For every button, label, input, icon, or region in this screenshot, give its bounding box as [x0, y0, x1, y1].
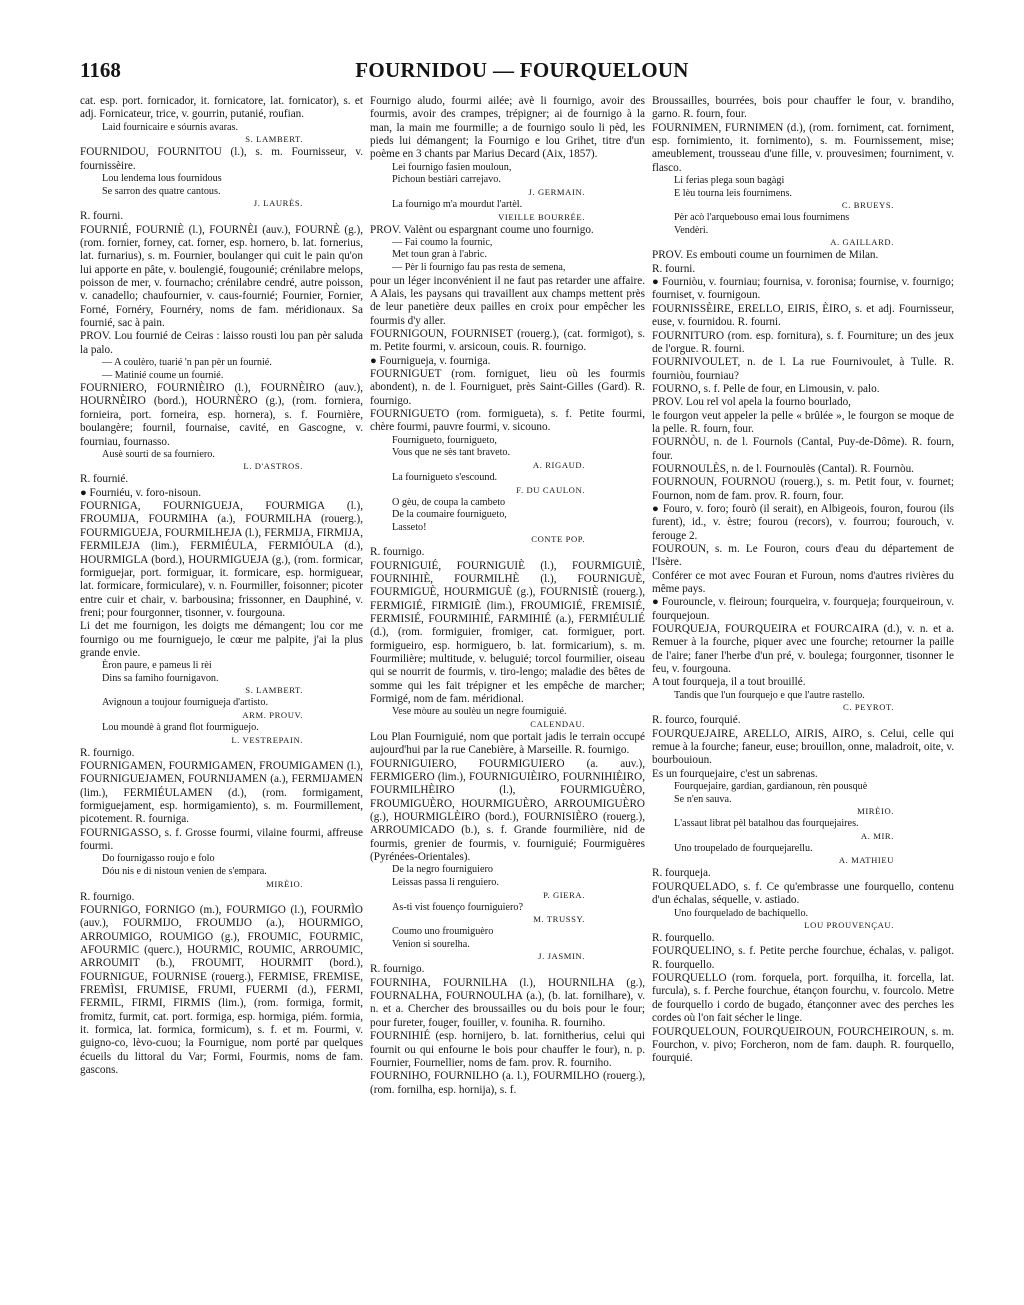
column-left: [80, 95, 363, 1077]
column-middle: [370, 95, 645, 1097]
quotation-line: Met toun gran à l'abric.: [392, 249, 487, 261]
quotation-line: La fournigo m'a mourdut l'artèl.: [392, 198, 523, 210]
quotation-line: Lei fournigo fasien mouloun,: [392, 161, 512, 173]
citation-author: MIRÈIO.: [266, 878, 303, 889]
entry-paragraph: R. fourqueja.: [652, 867, 711, 880]
citation-author: ARM. PROUV.: [242, 710, 303, 721]
citation-author: A. GAILLARD.: [830, 237, 894, 248]
entry-paragraph: ● Fourouncle, v. fleiroun; fourqueira, v. fourqueja; fourqueiroun, v. fourquejoun.: [652, 596, 954, 622]
entry-paragraph: ● Fournigueja, v. fourniga.: [370, 354, 491, 367]
quotation-line: O gèu, de coupa la cambeto: [392, 496, 506, 508]
quotation-line: Èron paure, e pameus li rèi: [102, 660, 212, 672]
quotation-line: Vous que ne sès tant braveto.: [392, 447, 511, 459]
quotation-line: Uno fourquelado de bachiquello.: [674, 907, 809, 919]
quotation-line: Uno troupelado de fourquejarellu.: [674, 842, 813, 854]
entry-paragraph: Es un fourquejaire, c'est un sabrenas.: [652, 767, 818, 780]
citation-author: A. MIR.: [860, 830, 894, 841]
citation-author: J. GERMAIN.: [528, 186, 585, 197]
entry-paragraph: FOURQUEJAIRE, ARELLO, AIRIS, AIRO, s. Celui, celle qui remue à la fourche; faneur, euse; brouillon, onne, maladroit, oite, v. bourbouioun.: [652, 727, 954, 767]
quotation-line: De la negro fourniguiero: [392, 864, 493, 876]
entry-paragraph: FOURNIVOULET, n. de l. La rue Fournivoulet, à Tulle. R. fourniòu, fourniau?: [652, 356, 954, 382]
citation-author: CONTE POP.: [531, 534, 585, 545]
quotation-line: Lasseto!: [392, 521, 427, 533]
quotation-line: Do fournigasso roujo e folo: [102, 853, 215, 865]
entry-paragraph: FOURNÒU, n. de l. Fournols (Cantal, Puy-de-Dôme). R. fourn, four.: [652, 436, 954, 462]
entry-paragraph: FOURQUEJA, FOURQUEIRA et FOURCAIRA (d.), v. n. et a. Remuer à la fourche, piquer avec une fourche; retourner la paille de l'aire; faner l'herbe d'un pré, v. boulega; fourgonner, tisonner le feu, v. fourgouna.: [652, 623, 954, 676]
quotation-line: Venion si sourelha.: [392, 938, 470, 950]
quotation-line: Coumo uno froumiguèro: [392, 926, 494, 938]
entry-paragraph: FOURNIGUIERO, FOURMIGUIERO (a. auv.), FERMIGERO (lim.), FOURNIGUIÈIRO, FOURNIHIÈIRO, FOURMILHÈIRO (l.), FOURMIGUÈRO, FROUMIGUÈRO, HOURMIGUÈRO, ARROUMIGUÈRO (g.), HOURMIGLÈIRO (bord.), FOURNISIÈRO (rouerg.), ARROUMICADO (b.), s. f. Grande fourmilière, nid de fourmis, grenier de fourmis, v. fourniguié; Fourmiguères (Pyrénées-Orientales).: [370, 757, 645, 864]
quotation-line: Se n'en sauva.: [674, 793, 732, 805]
entry-paragraph: R. fournié.: [80, 473, 129, 486]
entry-paragraph: FOURNIGO, FORNIGO (m.), FOURMIGO (l.), FOURMÌO (auv.), FOURMIJO, FROUMIJO (a.), HOURMIGO, ARROUMIGO, ROUMIGO (g.), FROUMIC, FOURMIC, AFOURMIC (querc.), HOURMIC, ROUMIC, ARROUMIC, ARROUMIT (b.), FROUMIT, HOURMIT (bord.), FOURNIGUE, FOURNISE (rouerg.), FERMISE, FREMISE, FREMÌSI, FRUMISE, FRUMI, FUERMI (d.), FERMI, FERMIL, FIRMI, FIRMIS (lim.), (rom. formiga, formit, fromitz, furmit, cat. port. formiga, esp. hormiga, piém. formia, it. formica, lat. formica, formicum), s. f. et m. Fourmi, v. guigno-co, lèvo-cuou; la Fournigue, nom porté par quelques écueils du littoral du Var; Formi, Fourmis, noms de fam. gascons.: [80, 903, 363, 1077]
entry-paragraph: PROV. Lou fournié de Ceiras : laisso rousti lou pan pèr saluda la palo.: [80, 330, 363, 356]
entry-paragraph: FOURNIGASSO, s. f. Grosse fourmi, vilaine fourmi, affreuse fourmi.: [80, 826, 363, 853]
citation-author: A. MATHIEU: [838, 855, 894, 866]
entry-paragraph: FOURNOULÈS, n. de l. Fournoulès (Cantal). R. Fournòu.: [652, 462, 914, 475]
entry-paragraph: FOURNIHO, FOURNILHO (a. l.), FOURMILHO (rouerg.), (rom. fornilha, esp. hornija), s. f.: [370, 1070, 645, 1096]
entry-paragraph: pour un léger inconvénient il ne faut pas retarder une affaire. A Alais, les paysans qui travaillent aux champs mettent près de leur panetière deux pailles en croix pour empêcher les fourmis d'y aller.: [370, 274, 645, 327]
entry-paragraph: R. fournigo.: [370, 963, 425, 976]
quotation-line: Pèr acò l'arquebouso emai lous fournimens: [674, 212, 850, 224]
citation-author: C. PEYROT.: [843, 702, 894, 713]
quotation-line: Vese mòure au soulèu un negre fourniguié.: [392, 706, 567, 718]
quotation-line: Fournigueto, fournigueto,: [392, 434, 497, 446]
entry-paragraph: ● Fourniòu, v. fourniau; fournisa, v. foronisa; fournise, v. fournigo; fourniset, v. fournigoun.: [652, 276, 954, 302]
entry-paragraph: FOURNIHA, FOURNILHA (l.), HOURNILHA (g.), FOURNALHA, FOURNOULHA (a.), (b. lat. fornilhare), v. n. et a. Chercher des broussailles ou du bois pour le four; pour fureter, fouger, fouiller, v. founiha. R. fourniho.: [370, 976, 645, 1029]
quotation-line: Li ferias plega soun bagàgi: [674, 175, 785, 187]
quotation-line: Fourquejaire, gardian, gardianoun, rèn pousquè: [674, 781, 868, 793]
entry-paragraph: FOURNIMEN, FURNIMEN (d.), (rom. forniment, cat. forniment, esp. fornimiento, it. fornimento), s. m. Fournissement, mise; ameublement, trousseau d'une fille, v. prouvesimen; fourniment, v. flasco.: [652, 121, 954, 174]
entry-paragraph: cat. esp. port. fornicador, it. fornicatore, lat. fornicator), s. et adj. Fornicateur, trice, v. gourrin, putanié, roufian.: [80, 95, 363, 121]
entry-paragraph: R. fourquello.: [652, 932, 715, 945]
entry-paragraph: PROV. Lou rel vol apela la fourno bourlado,: [652, 396, 851, 409]
entry-paragraph: FOURNIGUIÉ, FOURNIGUIÈ (l.), FOURMIGUIÈ, FOURNIHIÈ, FOURMILHÈ (l.), FOURNIGUÈ, FOURMIGUÈ, HOURMIGUÈ (g.), FOURNISIÈ (rouerg.), FERMIGIÉ, FIRMIGIÈ (lim.), FROUMIGIÉ, FREMISIÉ, FERMISIÉ, FOURMIHIÉ, FARMIHIÉ (a.), FERMIÉULIÉ (d.), (rom. formiguier, fromiger, cat. formiguer, port. formigueiro, esp. hormiguero, b. lat. formicarium), s. m. Fourmilière; multitude, v. beluguié; torcol fourmilier, oiseau qui se nourrit de fourmis, v. tiro-lengo; maladie des bêtes de somme qui les fait trépigner et les empêche de marcher; Formigé, nom de fam. méridional.: [370, 559, 645, 706]
entry-paragraph: FOURNITURO (rom. esp. fornitura), s. f. Fourniture; un des jeux de l'orgue. R. fourni.: [652, 329, 954, 355]
citation-author: LOU PROUVENÇAU.: [804, 920, 894, 931]
citation-author: L. D'ASTROS.: [243, 461, 303, 472]
entry-paragraph: FOURQUELOUN, FOURQUEIROUN, FOURCHEIROUN, s. m. Fourchon, v. pivo; Forcheron, nom de fam. dauph. R. fourquello, fourquié.: [652, 1025, 954, 1065]
entry-paragraph: ● Fouro, v. foro; fourò (il serait), en Albigeois, fouron, fourou (ils furent), id., v. èstre; fourou (recors), v. fourrou; fourouch, v. ferouge 2.: [652, 502, 954, 542]
quotation-line: Tandis que l'un fourquejo e que l'autre rastello.: [674, 689, 865, 701]
entry-paragraph: FOURNIDOU, FOURNITOU (l.), s. m. Fournisseur, v. fournissèire.: [80, 146, 363, 172]
entry-paragraph: FOURNIGOUN, FOURNISET (rouerg.), (cat. formigot), s. m. Petite fourmi, v. arsicoun, couis. R. fournigo.: [370, 328, 645, 354]
entry-paragraph: A tout fourqueja, il a tout brouillé.: [652, 676, 806, 689]
quotation-line: Vendèri.: [674, 224, 709, 236]
quotation-line: — Pèr li fournigo fau pas resta de semena,: [392, 262, 566, 274]
entry-paragraph: FOURNIGUET (rom. forniguet, lieu où les fourmis abondent), n. de l. Fourniguet, près Saint-Gilles (Gard). R. fournigo.: [370, 368, 645, 407]
entry-paragraph: FOURNIGUETO (rom. formigueta), s. f. Petite fourmi, chère fourmi, pauvre fourmi, v. sicouno.: [370, 408, 645, 434]
entry-paragraph: FOURQUELADO, s. f. Ce qu'embrasse une fourquello, contenu d'un échalas, séquelle, v. astiado.: [652, 880, 954, 907]
entry-paragraph: Broussailles, bourrées, bois pour chauffer le four, v. brandiho, garno. R. fourn, four.: [652, 95, 954, 121]
entry-paragraph: Fournigo aludo, fourmi ailée; avè li fournigo, avoir des fourmis, avoir des crampes, trépigner; ai de fournigo à la man, la main me fourmille; a de fournigo soulo li pèd, les pieds lui démangent; la Fournigo e lou Grihet, titre d'un poème en 3 chants par Marius Decard (Aix, 1857).: [370, 95, 645, 161]
entry-paragraph: Li det me fournigon, les doigts me démangent; lou cor me fournigo ou me fourniguejo, le cœur me palpite, j'ai la plus grande envie.: [80, 620, 363, 659]
entry-paragraph: FOURNIÉ, FOURNIÈ (l.), FOURNÈI (auv.), FOURNÈ (g.), (rom. fornier, forney, cat. forner, esp. hornero, b. lat. fornerius, lat. furnarius), s. m. Fournier, boulanger qui cuit le pain qu'on lui apporte en pâte, v. boulengié, fougounié; crénilabre melops, poisson de mer, v. fournacho; crénilabre cendré, autre poisson, v. canadello; chaufournier, v. caus-fournié; Fournier, Fornier, Forné, Fornéry, Fournéry, noms de fam. méridionaux. Sa fournié, sac à pain.: [80, 223, 363, 329]
entry-paragraph: FOURNIGAMEN, FOURMIGAMEN, FROUMIGAMEN (l.), FOURNIGUEJAMEN, FOURNIJAMEN (a.), FERMIJAMEN (lim.), FERMIÉULAMEN (d.), (rom. formigament, formiguejament, esp. hormigamiento), s. m. Fourmillement, picotement. R. fourniga.: [80, 759, 363, 826]
citation-author: L. VESTREPAIN.: [231, 734, 303, 745]
page-header: [80, 58, 964, 88]
entry-paragraph: FOUROUN, s. m. Le Fouron, cours d'eau du département de l'Isère.: [652, 543, 954, 569]
entry-paragraph: ● Fourniéu, v. foro-nisoun.: [80, 486, 202, 499]
entry-paragraph: R. fournigo.: [80, 890, 135, 903]
entry-paragraph: PROV. Es embouti coume un fournimen de Milan.: [652, 249, 879, 262]
entry-paragraph: FOURNO, s. f. Pelle de four, en Limousin, v. palo.: [652, 382, 880, 395]
citation-author: CALENDAU.: [530, 719, 585, 730]
quotation-line: De la coumaire fournigueto,: [392, 509, 507, 521]
entry-paragraph: FOURNIERO, FOURNIÈIRO (l.), FOURNÈIRO (auv.), HOURNÈIRO (bord.), HOURNÈRO (g.), (rom. forniera, fornieira, port. forneira, esp. hornera), s. f. Fournière, boulangère; fournil, fournaise, cavité, en Gascogne, v. fourniau, fournasso.: [80, 382, 363, 448]
citation-author: S. LAMBERT.: [245, 134, 303, 145]
quotation-line: Dins sa famiho fournigavon.: [102, 672, 219, 684]
entry-paragraph: FOURQUELLO (rom. forquela, port. forquilha, it. forcella, lat. furcula), s. f. Perche fourchue, étançon fourchu, v. fourcolo. Metre de fourquello i cordo de bugado, étançonner avec des perches les cordes où l'on fait sécher le linge.: [652, 972, 954, 1025]
entry-paragraph: Lou Plan Fourniguié, nom que portait jadis le terrain occupé aujourd'hui par la rue Canebière, à Marseille. R. fournigo.: [370, 731, 645, 757]
quotation-line: La fournigueto s'escound.: [392, 471, 498, 483]
citation-author: F. DU CAULON.: [516, 484, 585, 495]
quotation-line: As-ti vist fouenço fourniguiero?: [392, 901, 523, 913]
citation-author: S. LAMBERT.: [245, 685, 303, 696]
citation-author: M. TRUSSY.: [533, 914, 585, 925]
quotation-line: Ausè sourti de sa fourniero.: [102, 448, 215, 460]
entry-paragraph: PROV. Valènt ou espargnant coume uno fournigo.: [370, 223, 594, 236]
entry-paragraph: R. fourni.: [80, 210, 124, 223]
entry-paragraph: R. fourni.: [652, 262, 696, 275]
quotation-line: — Matinié coume un fournié.: [102, 369, 224, 381]
quotation-line: Lou lendema lous fournidous: [102, 172, 222, 184]
entry-paragraph: FOURNIHIÉ (esp. hornijero, b. lat. fornitherius, celui qui fournit ou qui enfourne le bois pour chauffer le four), n. p. Fournier, Fournellier, noms de fam. prov. R. fourniho.: [370, 1030, 645, 1069]
entry-paragraph: Conférer ce mot avec Fouran et Furoun, noms d'autres rivières du même pays.: [652, 569, 954, 596]
quotation-line: Avignoun a toujour fournigueja d'artisto.: [102, 697, 269, 709]
quotation-line: E lèu tourna leis fournimens.: [674, 187, 792, 199]
entry-paragraph: R. fourco, fourquié.: [652, 714, 741, 727]
quotation-line: Lou moundè à grand flot fourmiguejo.: [102, 722, 259, 734]
quotation-line: L'assaut librat pèl batalhou das fourquejaires.: [674, 818, 859, 830]
quotation-line: — A coulèro, tuarié 'n pan pèr un fournié.: [102, 356, 272, 368]
quotation-line: — Fai coumo la fournic,: [392, 236, 493, 248]
quotation-line: Pichoun bestiàri carrejavo.: [392, 174, 501, 186]
citation-author: J. LAURÈS.: [253, 198, 303, 209]
citation-author: A. RIGAUD.: [532, 459, 585, 470]
entry-paragraph: FOURNISSÈIRE, ERELLO, EIRIS, ÈIRO, s. et adj. Fournisseur, euse, v. fournidou. R. fourni.: [652, 302, 954, 329]
entry-paragraph: FOURNIGA, FOURNIGUEJA, FOURMIGA (l.), FROUMIJA, FOURMIHA (a.), FOURMILHA (rouerg.), FOURMIGUEJA, FOURMILHEJA (l.), FERMIJA, FIRMIJA, FERMILEJA (lim.), FERMIÉULA, FERMIÓULA (d.), HOURMIGLA (bord.), HOURMIGUEJA (g.), (rom. formicar, formiguejar, port. formiguar, it. formicare, esp. hormiguear, lat. formicare, formiculare), v. n. Fourmiller, foisonner; picoter entre cuir et chair, v. barbousina; frissonner, en Dauphiné, v. freni; pour fourgonner, tisonner, v. fourgouna.: [80, 500, 363, 619]
citation-author: MIRÈIO.: [857, 806, 894, 817]
page-number: 1168: [80, 58, 121, 82]
entry-paragraph: le fourgon veut appeler la pelle « brûlée », le fourgon se moque de la pelle. R. fourn, four.: [652, 409, 954, 435]
citation-author: P. GIERA.: [543, 889, 585, 900]
citation-author: J. JASMIN.: [538, 951, 585, 962]
entry-paragraph: R. fournigo.: [370, 546, 425, 559]
citation-author: VIEILLE BOURRÉE.: [498, 211, 585, 222]
entry-paragraph: FOURQUELINO, s. f. Petite perche fourchue, échalas, v. paligot. R. fourquello.: [652, 945, 954, 971]
entry-paragraph: R. fournigo.: [80, 746, 135, 759]
quotation-line: Leissas passa li renguiero.: [392, 877, 499, 889]
citation-author: C. BRUEYS.: [841, 200, 894, 211]
quotation-line: Se sarron des quatre cantous.: [102, 185, 221, 197]
running-title: FOURNIDOU — FOURQUELOUN: [355, 58, 689, 82]
entry-paragraph: FOURNOUN, FOURNOU (rouerg.), s. m. Petit four, v. fournet; Fournon, nom de fam. prov. R. fourn, four.: [652, 476, 954, 502]
quotation-line: Laid fournicaire e sóurnis avaras.: [102, 121, 239, 133]
quotation-line: Dóu nis e di nistoun venien de s'empara.: [102, 865, 267, 877]
column-right: [652, 95, 954, 1066]
